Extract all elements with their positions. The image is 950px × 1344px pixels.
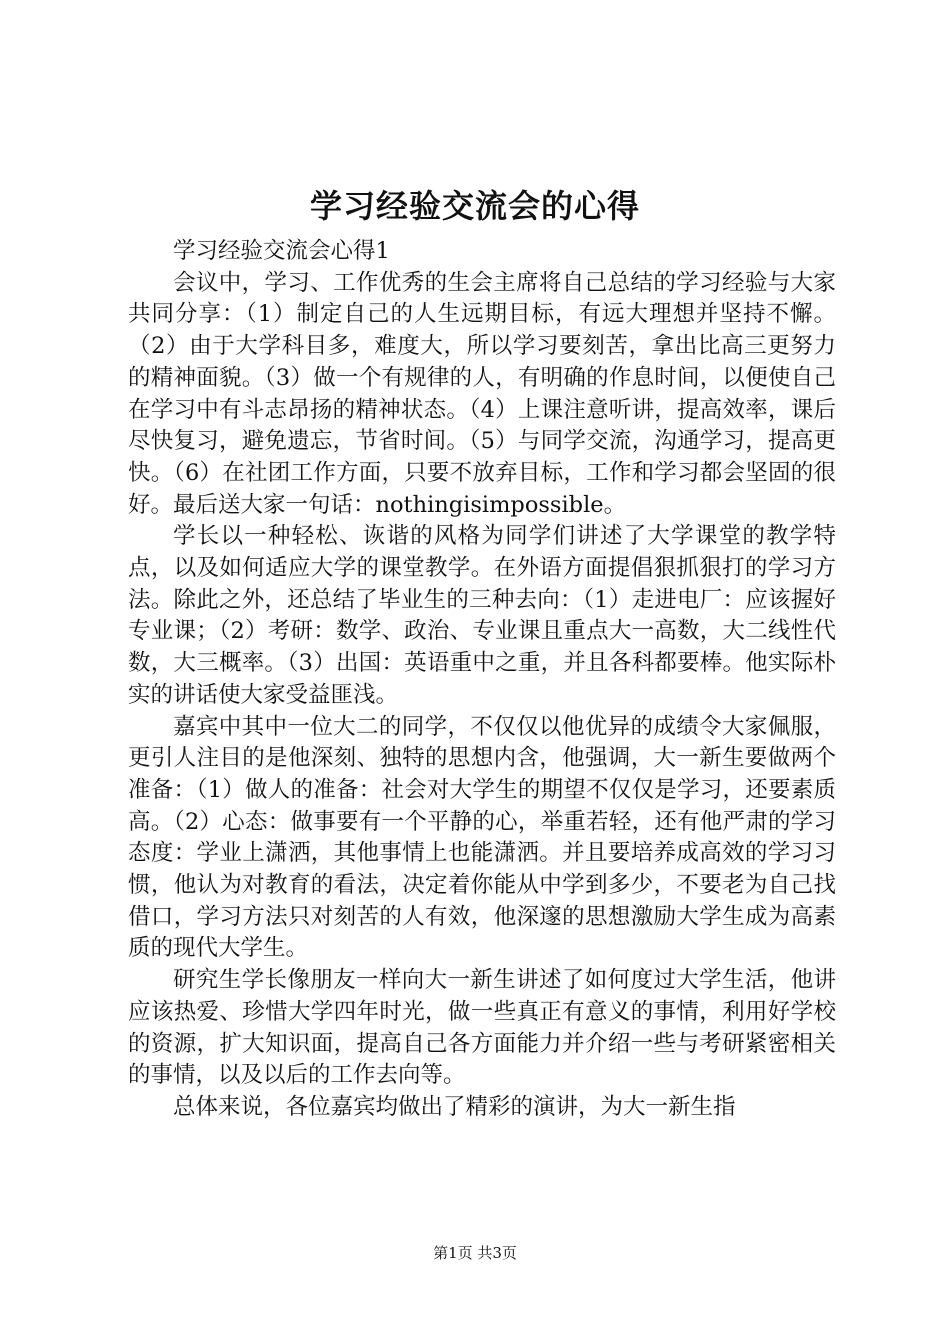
paragraph: 学长以一种轻松、诙谐的风格为同学们讲述了大学课堂的教学特点，以及如何适应大学的课堂教学。在外语方面提倡狠抓狠打的学习方法。除此之外，还总结了毕业生的三种去向：（1）走进电厂：应该握好专业课；（2）考研：数学、政治、专业课且重点大一高数，大二线性代数，大三概率。（3）出国：英语重中之重，并且各科都要棒。他实际朴实的讲话使大家受益匪浅。	[128, 523, 836, 708]
subtitle: 学习经验交流会心得1	[173, 238, 390, 264]
document-body	[128, 236, 836, 1124]
paragraph: 总体来说，各位嘉宾均做出了精彩的演讲，为大一新生指	[173, 1093, 736, 1120]
paragraph: 研究生学长像朋友一样向大一新生讲述了如何度过大学生活，他讲应该热爱、珍惜大学四年时光，做一些真正有意义的事情，利用好学校的资源，扩大知识面，提高自己各方面能力并介绍一些与考研紧密相关的事情，以及以后的工作去向等。	[128, 967, 836, 1089]
paragraph: 会议中，学习、工作优秀的生会主席将自己总结的学习经验与大家共同分享：（1）制定自己的人生远期目标，有远大理想并坚持不懈。（2）由于大学科目多，难度大，所以学习要刻苦，拿出比高三更努力的精神面貌。（3）做一个有规律的人，有明确的作息时间，以便使自己在学习中有斗志昂扬的精神状态。（4）上课注意听讲，提高效率，课后尽快复习，避免遗忘，节省时间。（5）与同学交流，沟通学习，提高更快。（6）在社团工作方面，只要不放弃目标，工作和学习都会坚固的很好。最后送大家一句话：nothingisimpossible。	[128, 269, 836, 518]
page-title: 学习经验交流会的心得	[309, 187, 640, 225]
page-footer: 第1页 共3页	[433, 1244, 517, 1262]
paragraph: 嘉宾中其中一位大二的同学，不仅仅以他优异的成绩令大家佩服，更引人注目的是他深刻、独特的思想内含，他强调，大一新生要做两个准备：（1）做人的准备：社会对大学生的期望不仅仅是学习，还要素质高。（2）心态：做事要有一个平静的心，举重若轻，还有他严肃的学习态度：学业上潇洒，其他事情上也能潇洒。并且要培养成高效的学习习惯，他认为对教育的看法，决定着你能从中学到多少，不要老为自己找借口，学习方法只对刻苦的人有效，他深邃的思想激励大学生成为高素质的现代大学生。	[128, 713, 836, 962]
